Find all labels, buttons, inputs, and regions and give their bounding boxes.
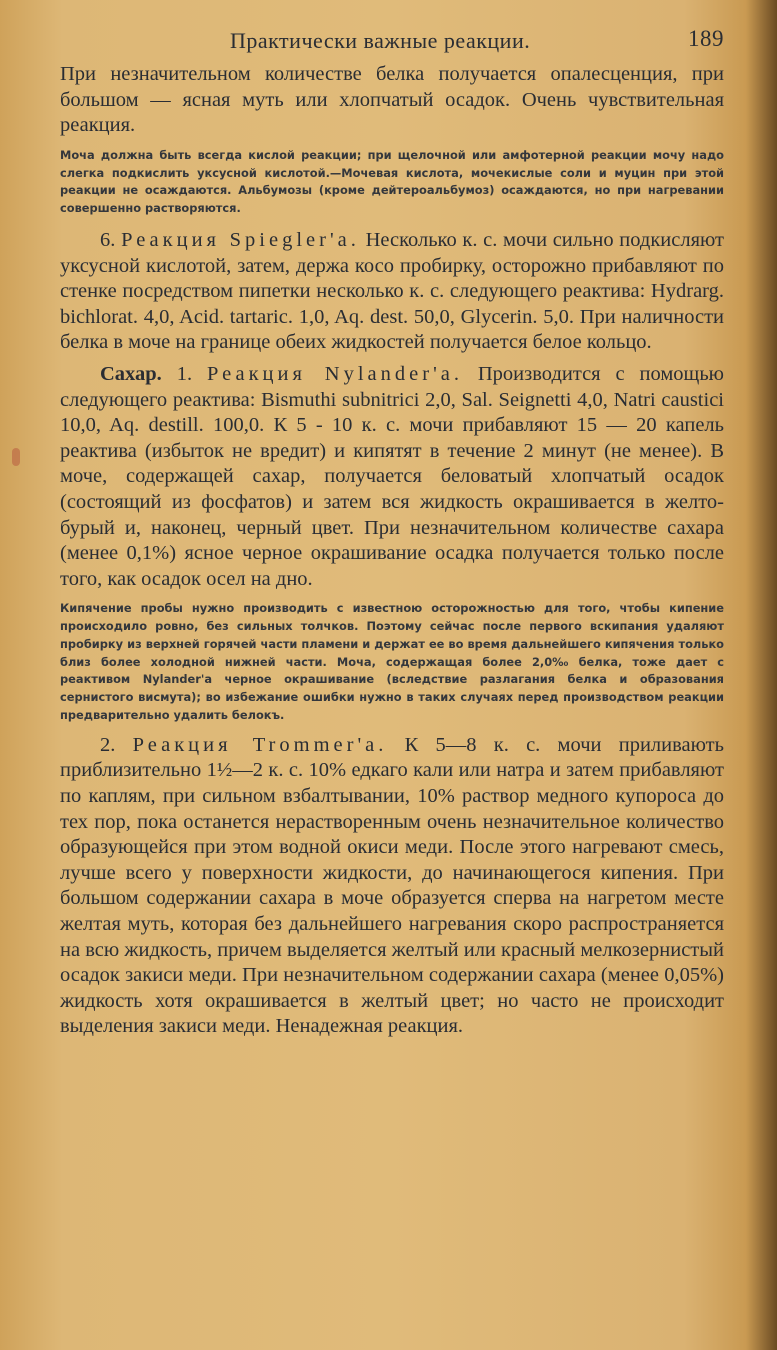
book-page bbox=[60, 22, 724, 1040]
reaction-heading-nylander: Реакция Nylander'a. bbox=[206, 362, 463, 385]
paragraph-spiegler bbox=[60, 228, 724, 356]
item-number: 1. bbox=[161, 362, 207, 385]
page-number: 189 bbox=[688, 26, 724, 51]
paragraph-trommer bbox=[60, 733, 724, 1040]
paragraph-text: Производится с помощью следующего реактива: Bismuthi subnitrici 2,0, Sal. Seignetti 4,0, Natri caustici 10,0, Aq. destill. 100,0. К 5 - 10 к. с. мочи прибавляют 15 — 20 капель реактива (избыток не вредит) и кипятят в течение 2 минут (не менее). В моче, содержащей сахар, получается беловатый хлопчатый осадок (состоящий из фосфатов) и затем вся жидкость окрашивается в желто-бурый и, наконец, черный цвет. При незначительном количестве сахара (менее 0,1%) ясное черное окрашивание осадка получается только после того, как осадок осел на дно. bbox=[60, 362, 724, 590]
section-heading-sugar: Сахар. bbox=[100, 362, 162, 385]
item-number: 2. bbox=[100, 733, 133, 756]
paragraph-opalescence: При незначительном количестве белка получается опалесценция, при большом — ясная муть или хлопчатый осадок. Очень чувствительная реакция. bbox=[60, 63, 724, 137]
paragraph-nylander bbox=[60, 362, 724, 592]
item-number: 6. bbox=[100, 228, 122, 251]
page-stain bbox=[12, 448, 20, 466]
paragraph-text: Несколько к. с. мочи сильно подкисляют уксусной кислотой, затем, держа косо пробирку, осторожно прибавляют по стенке посредством пипетки несколько к. с. следующего реактива: Hydrarg. bichlorat. 4,0, Acid. tartaric. 1,0, Aq. dest. 50,0, Glycerin. 5,0. При наличности белка в моче на границе обеих жидкостей получается белое кольцо. bbox=[60, 228, 725, 354]
running-head bbox=[60, 22, 724, 62]
note-urine-acidity: Моча должна быть всегда кислой реакции; при щелочной или амфотерной реакции мочу надо слегка подкислить уксусной кислотой.—Мочевая кислота, мочекислые соли и муцин при этой реакции не осаждаются. Альбумозы (кроме дейтероальбумоз) осаждаются, но при нагревании совершенно растворяются. bbox=[60, 147, 724, 216]
note-boiling: Кипячение пробы нужно производить с известною осторожностью для того, чтобы кипение происходило ровно, без сильных толчков. Поэтому сейчас после первого вскипания удаляют пробирку из верхней горячей части пламени и держат ее во время дальнейшего кипячения только близ более холодной нижней части. Моча, содержащая более 2,0%₀ белка, тоже дает с реактивом Nylander'a черное окрашивание (вследствие разлагания белка и образования сернистого висмута); во избежание ошибки нужно в таких случаях перед производством реакции предварительно удалить белокъ. bbox=[60, 601, 724, 723]
reaction-heading-trommer: Реакция Trommer'a. bbox=[132, 733, 388, 756]
paragraph-text: К 5—8 к. с. мочи приливають приблизительно 1½—2 к. с. 10% едкаго кали или натра и затем прибавляют по каплям, при сильном взбалтывании, 10% раствор медного купороса до тех пор, пока останется нерастворенным очень незначительное количество образующейся при этом водной окиси меди. После этого нагревают смесь, лучше всего у поверхности жидкости, до начинающегося кипения. При большом содержании сахара в моче образуется сперва на нагретом месте желтая муть, которая без дальнейшего нагревания скоро распространяется на всю жидкость, причем выделяется желтый или красный мелкозернистый осадок закиси меди. При незначительном содержании сахара (менее 0,05%) жидкость хотя окрашивается в желтый цвет; но часто не происходит выделения закиси меди. Ненадежная реакция. bbox=[60, 733, 724, 1038]
page-title: Практически важные реакции. bbox=[230, 28, 531, 53]
reaction-heading-spiegler: Реакция Spiegler'a. bbox=[121, 228, 360, 251]
